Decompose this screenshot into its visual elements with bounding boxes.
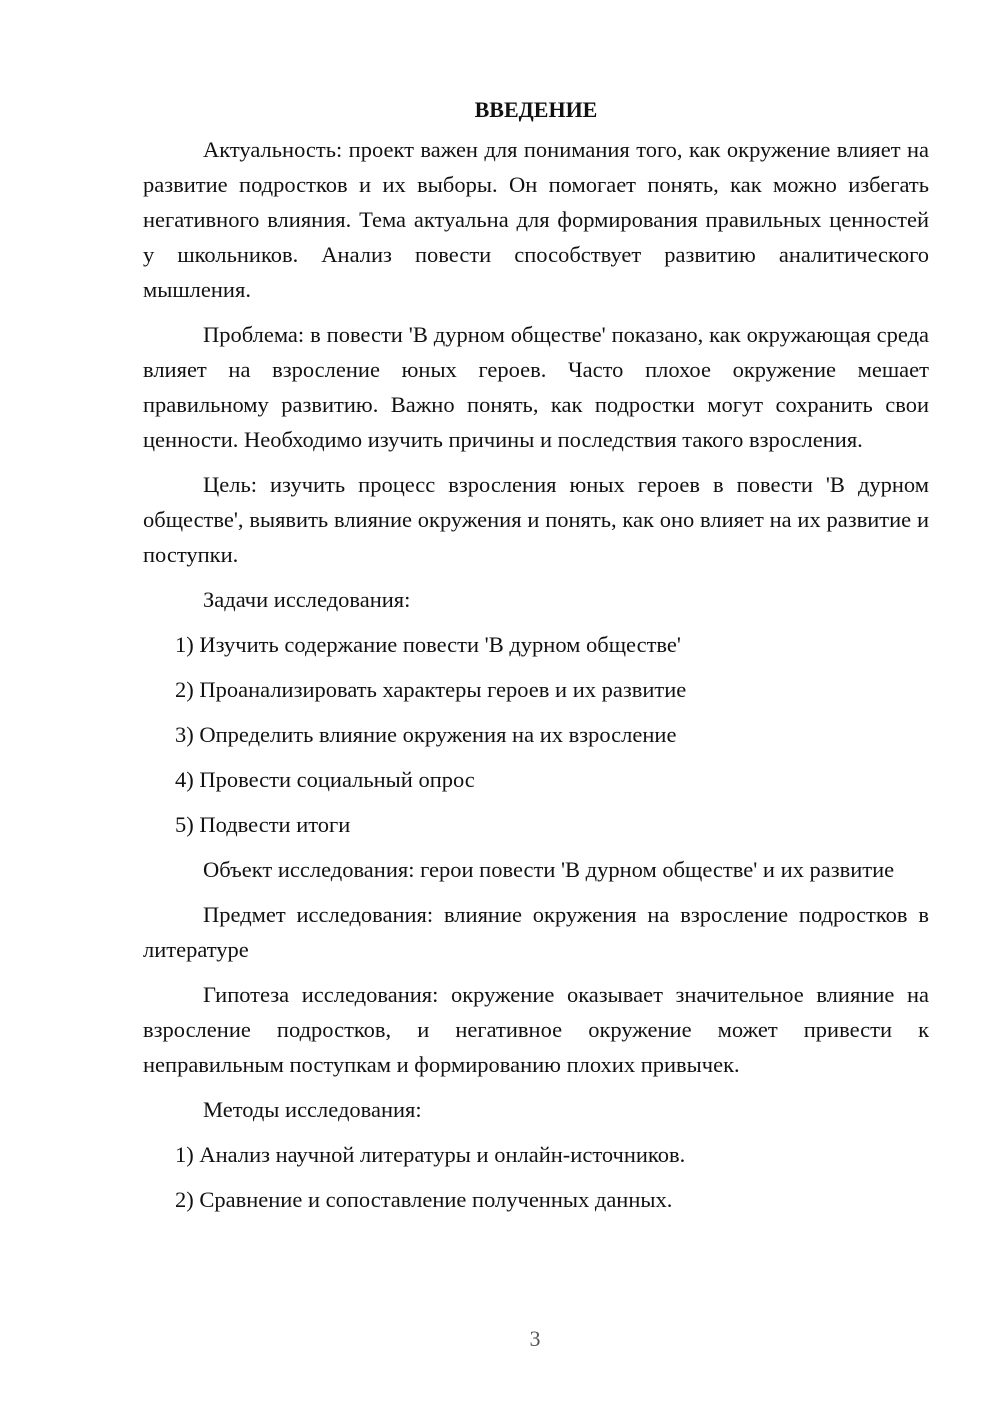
page-number: 3 xyxy=(529,1326,541,1351)
hypothesis-paragraph: Гипотеза исследования: окружение оказывает значительное влияние на взросление подростков, и негативное окружение может привести к неправильным поступкам и формированию плохих привычек. xyxy=(143,982,929,1077)
list-item: 1) Изучить содержание повести 'В дурном обществе' xyxy=(175,632,681,657)
methods-title: Методы исследования: xyxy=(203,1097,422,1122)
list-item: 4) Провести социальный опрос xyxy=(175,767,475,792)
tasks-list xyxy=(143,627,929,842)
object-paragraph: Объект исследования: герои повести 'В дурном обществе' и их развитие xyxy=(203,857,895,882)
relevance-paragraph: Актуальность: проект важен для понимания того, как окружение влияет на развитие подростков и их выборы. Он помогает понять, как можно избегать негативного влияния. Тема актуальна для формирования правильных ценностей у школьников. Анализ повести способствует развитию аналитического мышления. xyxy=(143,137,929,302)
tasks-title: Задачи исследования: xyxy=(203,587,411,612)
subject-paragraph: Предмет исследования: влияние окружения на взросление подростков в литературе xyxy=(143,902,929,962)
list-item: 2) Проанализировать характеры героев и их развитие xyxy=(175,677,687,702)
list-item: 3) Определить влияние окружения на их взросление xyxy=(175,722,677,747)
list-item: 2) Сравнение и сопоставление полученных данных. xyxy=(175,1187,673,1212)
methods-list xyxy=(143,1137,929,1217)
goal-paragraph: Цель: изучить процесс взросления юных героев в повести 'В дурном обществе', выявить влияние окружения и понять, как оно влияет на их развитие и поступки. xyxy=(143,472,929,567)
section-heading: ВВЕДЕНИЕ xyxy=(474,97,598,122)
list-item: 5) Подвести итоги xyxy=(175,812,351,837)
document-page xyxy=(143,92,929,1227)
problem-paragraph: Проблема: в повести 'В дурном обществе' показано, как окружающая среда влияет на взросление юных героев. Часто плохое окружение мешает правильному развитию. Важно понять, как подростки могут сохранить свои ценности. Необходимо изучить причины и последствия такого взросления. xyxy=(143,322,929,452)
list-item: 1) Анализ научной литературы и онлайн-источников. xyxy=(175,1142,686,1167)
